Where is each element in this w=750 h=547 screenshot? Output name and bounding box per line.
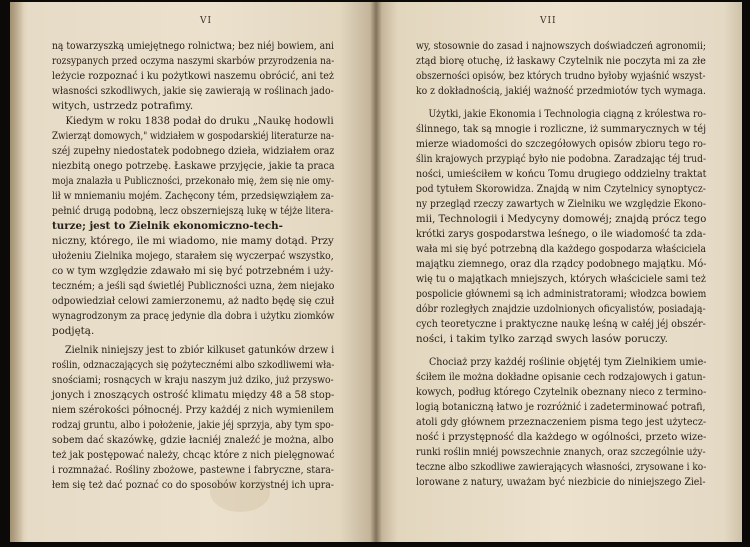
text-line: snościami; rosnących w kraju naszym już dziko, już przyswo- [52,374,334,386]
text-line: też jak postępować należy, chcąc które z nich pielęgnować [52,449,335,461]
text-line: sobem dać skazówkę, gdzie łacniéj znaleźć je można, albo [52,434,334,446]
text-line: ności, i takim tylko zarząd swych lasów poruczy. [416,333,668,345]
page-number: VII [540,16,557,26]
text-line: jonych i znoszących ostrość klimatu między 48 a 58 stop- [52,389,335,401]
text-line: niczny, którego, ile mi wiadomo, nie mamy dotąd. Przy [52,235,334,247]
text-line: széj zupełny niedostatek podobnego dzieła, widziałem oraz [52,145,335,157]
text-line: lorowane z natury, uważam być niezbicie do niniejszego Ziel- [416,476,706,488]
right-page [376,2,742,542]
text-line: ność i przystępność dla każdego w ogólności, przeto wize- [416,431,707,443]
text-line: witych, ustrzedz potrafimy. [52,100,194,112]
text-line: ztąd biorę otuchę, iż łaskawy Czytelnik nie poczyta mi za złe [416,55,706,67]
text-line: Zielnik niniejszy jest to zbiór kilkuset gatunków drzew i [64,344,335,356]
text-line: ności, umieściłem w końcu Tomu drugiego oddzielny traktat [416,168,707,180]
text-line: Kiedym w roku 1838 podał do druku „Naukę hodowli [65,115,334,127]
left-page [10,2,376,542]
text-line: leżycie rozpoznać i ku pożytkowi naszemu obrócić, ani też [52,70,334,82]
text-line: turze; jest to Zielnik ekonomiczno-tech- [52,220,283,232]
page-number: VI [200,16,213,26]
text-line: Chociaż przy każdéj roślinie objętéj tym Zielnikiem umie- [428,356,707,368]
text-line: mierze wiadomości do szczegółowych opisów zbioru tego ro- [416,138,707,150]
text-line: obszerności opisów, bez których trudno byłoby wyjaśnić wszyst- [416,70,706,82]
text-line: roślin, odznaczających się pożytecznémi albo szkodliwemi wła- [52,359,335,371]
text-line: wy, stosownie do zasad i najnowszych doświadczeń agronomii; [416,40,706,52]
text-line: majątku ziemnego, oraz dla rządcy podobnego majątku. Mó- [416,258,707,270]
text-line: runki roślin mniéj powszechnie znanych, oraz szczególnie uży- [416,446,706,458]
text-line: Użytki, jakie Ekonomia i Technologia ciągną z królestwa ro- [428,108,707,120]
text-line: ślinnego, tak są mnogie i rozliczne, iż summarycznych w téj [416,123,707,135]
text-line: ślin krajowych przypiąć było nie podobna. Zaradzając téj trud- [416,153,707,165]
book-gutter [370,2,382,542]
text-line: i rozmnażać. Rośliny zbożowe, pastewne i fabryczne, stara- [52,464,334,476]
text-line: niem szérokości północnéj. Przy każdéj z nich wymienilem [52,404,334,416]
text-line: cych teoretyczne i praktyczne naukę leśną w całéj jéj obszér- [416,318,706,330]
text-line: ną towarzyszką umiejętnego rolnictwa; bez niéj bowiem, ani [52,40,334,52]
text-line: dóbr rozległych znajdzie uzdolnionych oficyalistów, posiadają- [416,303,706,315]
text-line: ściłem ile można dokładne opisanie cech rodzajowych i gatun- [416,371,706,383]
text-line: wynagrodzonym za pracę jedynie dla dobra i użytku ziomków [52,310,335,322]
text-line: teczne albo szkodliwe zawierających własności, zrysowane i ko- [416,461,707,473]
text-line: moja znalazła u Publiczności, przekonało mię, żem się nie omy- [52,175,334,187]
text-line: kowych, podług którego Czytelnik obeznany nieco z termino- [416,386,707,398]
text-line: logią botaniczną łatwo je rozróżnić i zadeterminować potrafi, [416,401,706,413]
text-line: wała mi się być potrzebną dla każdego gospodarza właściciela [416,243,707,255]
text-line: niezbitą onego potrzebę. Łaskawe przyjęcie, jakie ta praca [52,160,335,172]
text-line: lił w mniemaniu mojém. Zachęcony tém, przedsięwziąłem za- [52,190,334,202]
text-line: ny przegląd rzeczy zawartych w Zielniku we względzie Ekono- [416,198,706,210]
text-line: odpowiedział celowi zamierzonemu, aż nadto będę się czuł [52,295,335,307]
text-line: Zwierząt domowych," widziałem w gospodarskiéj literaturze na- [52,130,335,142]
text-line: pod tytułem Skorowidza. Znajdą w nim Czytelnicy synoptycz- [416,183,706,195]
page-edge-shadow [10,2,24,542]
text-line: wię tu o majątkach mniejszych, których właściciele sami też [416,273,706,285]
text-line: krótki zarys gospodarstwa leśnego, o ile wiadomość ta zda- [416,228,706,240]
text-line: ułożeniu Zielnika mojego, starałem się wyczerpać wszystko, [52,250,334,262]
text-line: łem się też dać poznać co do sposobów korzystnéj ich upra- [52,479,334,491]
text-line: rozsypanych przed oczyma naszymi skarbów przyrodzenia na- [52,55,335,67]
text-line: pełnić drugą podobną, lecz obszerniejszą lukę w téjże litera- [52,205,334,217]
text-line: podjętą. [52,325,95,337]
text-line: atoli gdy głównem przeznaczeniem pisma tego jest użytecz- [416,416,707,428]
text-line: ko z dokładnością, jakiéj ważność przedmiotów tych wymaga. [416,85,706,97]
text-line: własności szkodliwych, jakie się zawierają w roślinach jado- [52,85,334,97]
paper-stain [210,472,270,512]
text-line: pospolicie głównemi są ich administratorami; włodzca bowiem [416,288,707,300]
text-line: co w tym względzie zdawało mi się być potrzebném i uży- [52,265,334,277]
text-line: teczném; a jeśli sąd świetléj Publiczności uzna, żem niejako [52,280,335,292]
text-line: mii, Technologii i Medycyny domowéj; znajdą prócz tego [416,213,707,225]
text-line: rodzaj gruntu, albo i położenie, jakie jéj sprzyja, aby tym spo- [52,419,334,431]
